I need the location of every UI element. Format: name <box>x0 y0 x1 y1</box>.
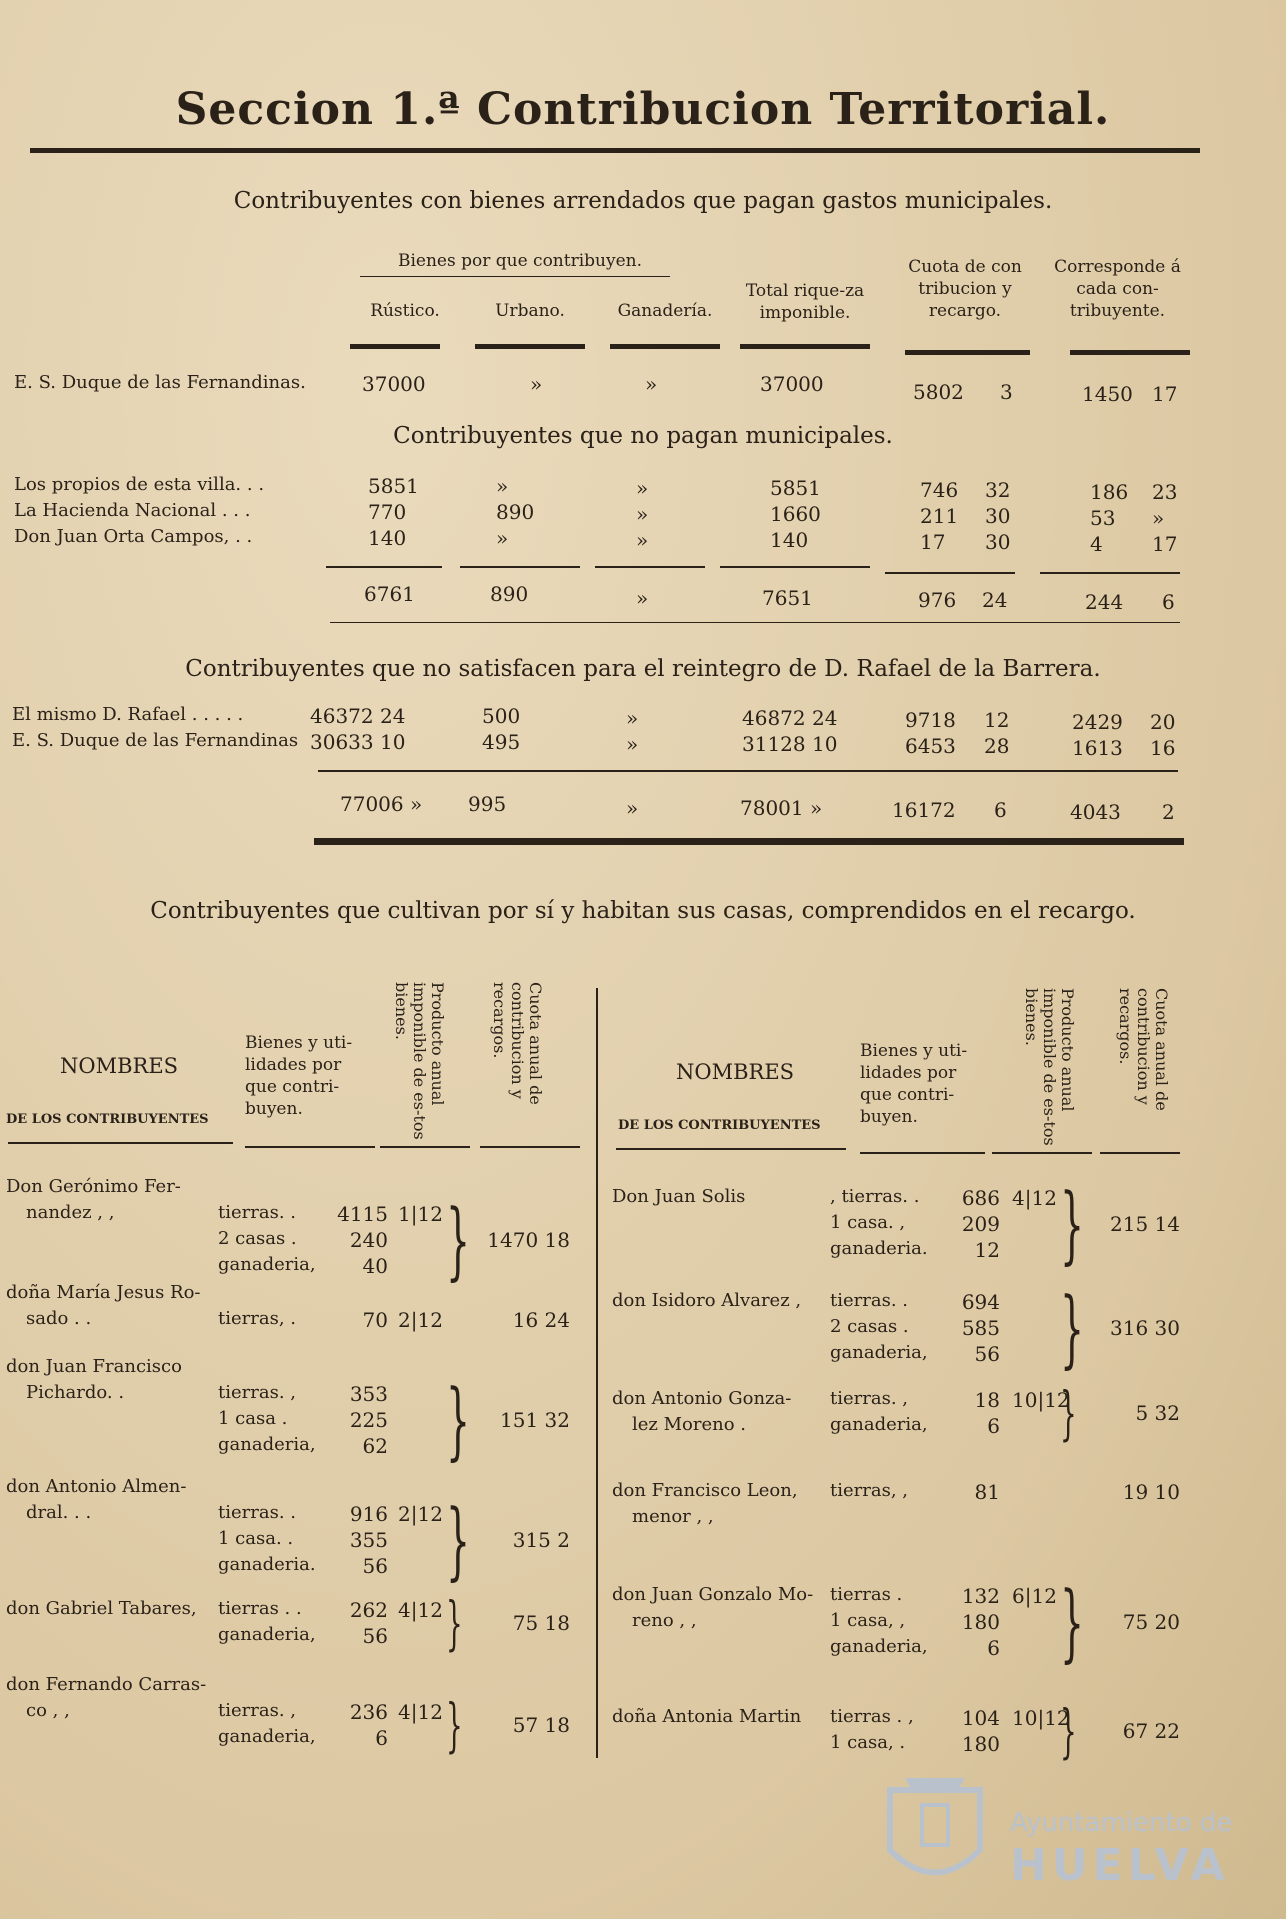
contributor-name: don Juan Gonzalo Mo- <box>612 1584 814 1605</box>
cuota-value: 1470 18 <box>487 1228 570 1252</box>
asset-label: tierras. , <box>218 1700 296 1721</box>
asset-label: , tierras. . <box>830 1186 920 1207</box>
fraction: 2|12 <box>398 1308 443 1332</box>
asset-value: 236 <box>349 1700 388 1724</box>
row-name: La Hacienda Nacional . . . <box>14 500 251 521</box>
cell-ganaderia: » <box>636 476 649 500</box>
s2-total-corr-c: 6 <box>1162 590 1175 614</box>
asset-value: 686 <box>961 1186 1000 1210</box>
sum-rule <box>885 572 1015 574</box>
asset-label: tierras. . <box>218 1202 296 1223</box>
asset-label: tierras, . <box>218 1308 296 1329</box>
asset-value: 6 <box>375 1726 388 1750</box>
col-rule <box>740 344 870 349</box>
cell-cuota: 746 <box>920 478 959 502</box>
cell-cuota-c: 30 <box>985 504 1011 528</box>
section2-heading: Contribuyentes que no pagan municipales. <box>393 423 893 449</box>
col-rustico: Rústico. <box>370 301 440 321</box>
asset-value: 40 <box>362 1254 388 1278</box>
cell-cuota-c: 30 <box>985 530 1011 554</box>
fraction: 6|12 <box>1012 1584 1057 1608</box>
asset-value: 104 <box>961 1706 1000 1730</box>
cell-corr-c: 23 <box>1152 480 1178 504</box>
contributor-name: don Fernando Carras- <box>6 1674 207 1695</box>
header-rule <box>616 1148 846 1150</box>
right-col-nombres-sub: DE LOS CONTRIBUYENTES <box>618 1118 821 1133</box>
asset-label: ganaderia, <box>830 1414 928 1435</box>
asset-label: tierras, , <box>830 1480 908 1501</box>
contributor-name: don Antonio Gonza- <box>612 1388 792 1409</box>
cuota-value: 75 20 <box>1122 1610 1180 1634</box>
left-col-producto: Producto anual imponible de es-tos bienes. <box>392 982 447 1140</box>
sum-rule <box>460 566 580 568</box>
cell-urbano: 500 <box>482 704 521 728</box>
asset-value: 12 <box>974 1238 1000 1262</box>
asset-label: 2 casas . <box>218 1228 297 1249</box>
cell-cuota-c: 28 <box>984 734 1010 758</box>
title-rule <box>30 148 1200 153</box>
left-col-bienes: Bienes y uti-lidades por que contri-buyen. <box>245 1033 353 1119</box>
cell-total: 140 <box>770 528 809 552</box>
asset-value: 240 <box>349 1228 388 1252</box>
col-total: Total rique-za imponible. <box>745 281 865 323</box>
asset-value: 694 <box>961 1290 1000 1314</box>
section-rule <box>330 622 1180 623</box>
section-rule <box>314 838 1184 845</box>
crest-icon <box>880 1760 990 1900</box>
asset-label: ganaderia, <box>218 1254 316 1275</box>
contributor-name: Don Juan Solis <box>612 1186 746 1207</box>
cell-urbano: » <box>496 526 509 550</box>
brace-icon: } <box>446 1191 471 1289</box>
cell-ganaderia: » <box>626 706 639 730</box>
asset-label: tierras. . <box>830 1290 908 1311</box>
col-rule <box>905 350 1030 355</box>
fraction: 10|12 <box>1012 1706 1070 1730</box>
cell-total: 1660 <box>770 502 821 526</box>
cell-cuota: 211 <box>920 504 959 528</box>
contributor-name: don Antonio Almen- <box>6 1476 187 1497</box>
asset-label: 1 casa . <box>218 1408 288 1429</box>
asset-value: 81 <box>974 1480 1000 1504</box>
contributor-name: Don Gerónimo Fer- <box>6 1176 181 1197</box>
cell-urbano: 890 <box>496 500 535 524</box>
s3-total-total: 78001 » <box>740 796 823 820</box>
brace-icon: } <box>1060 1573 1085 1671</box>
s2-total-corr: 244 <box>1085 590 1124 614</box>
asset-value: 180 <box>961 1732 1000 1756</box>
asset-label: ganaderia, <box>830 1636 928 1657</box>
cuota-value: 67 22 <box>1122 1719 1180 1743</box>
s3-total-corr: 4043 <box>1070 800 1121 824</box>
cell-corr-c: 16 <box>1150 736 1176 760</box>
brace-icon: } <box>446 1371 471 1469</box>
cell-urbano: » <box>496 474 509 498</box>
cell-corr: 53 <box>1090 506 1116 530</box>
asset-label: ganaderia, <box>218 1726 316 1747</box>
asset-value: 56 <box>362 1554 388 1578</box>
header-rule <box>1100 1152 1180 1154</box>
asset-value: 18 <box>974 1388 1000 1412</box>
cell-urbano: 495 <box>482 730 521 754</box>
contributor-name: doña Antonia Martin <box>612 1706 802 1727</box>
right-col-bienes: Bienes y uti-lidades por que contri-buyen. <box>860 1041 968 1127</box>
sum-rule <box>595 566 705 568</box>
asset-value: 353 <box>349 1382 388 1406</box>
section3-heading: Contribuyentes que no satisfacen para el reintegro de D. Rafael de la Barrera. <box>185 656 1101 682</box>
s2-total-total: 7651 <box>762 586 813 610</box>
cuota-value: 57 18 <box>512 1713 570 1737</box>
asset-value: 132 <box>961 1584 1000 1608</box>
contributor-name-cont: menor , , <box>632 1506 714 1527</box>
asset-label: tierras . , <box>830 1706 914 1727</box>
fraction: 1|12 <box>398 1202 443 1226</box>
asset-label: 1 casa, . <box>830 1732 906 1753</box>
header-rule <box>380 1146 470 1148</box>
contributor-name-cont: co , , <box>26 1700 70 1721</box>
cell-corr-c: » <box>1152 506 1165 530</box>
cell-corr: 1613 <box>1072 736 1123 760</box>
asset-label: tierras. , <box>830 1388 908 1409</box>
contributor-name: don Isidoro Alvarez , <box>612 1290 802 1311</box>
fraction: 4|12 <box>398 1700 443 1724</box>
col-urbano: Urbano. <box>495 301 565 321</box>
page-title: Seccion 1.ª Contribucion Territorial. <box>175 84 1111 135</box>
asset-value: 262 <box>349 1598 388 1622</box>
asset-value: 70 <box>362 1308 388 1332</box>
cell-total: 37000 <box>760 372 824 396</box>
left-col-cuota: Cuota anual de contribucion y recargos. <box>490 982 545 1105</box>
cell-rustico: 37000 <box>362 372 426 396</box>
asset-value: 355 <box>349 1528 388 1552</box>
s3-total-ganaderia: » <box>626 796 639 820</box>
s3-total-cuota-c: 6 <box>994 798 1007 822</box>
cell-cuota: 6453 <box>905 734 956 758</box>
cuota-value: 5 32 <box>1135 1401 1180 1425</box>
asset-label: 1 casa. , <box>830 1212 906 1233</box>
col-corresponde: Corresponde á cada con-tribuyente. <box>1054 257 1181 321</box>
brace-icon: } <box>1060 1279 1085 1377</box>
cell-cuota-c: 32 <box>985 478 1011 502</box>
col-cuota: Cuota de con tribucion y recargo. <box>908 257 1022 321</box>
cuota-value: 215 14 <box>1110 1212 1180 1236</box>
cell-cuota-c: 12 <box>984 708 1010 732</box>
asset-value: 56 <box>974 1342 1000 1366</box>
contributor-name-cont: nandez , , <box>26 1202 115 1223</box>
brace-icon: } <box>1060 1697 1077 1765</box>
cell-corr-c: 17 <box>1152 532 1178 556</box>
header-rule <box>992 1152 1092 1154</box>
s3-total-corr-c: 2 <box>1162 800 1175 824</box>
cuota-value: 75 18 <box>512 1611 570 1635</box>
cell-ganaderia: » <box>636 502 649 526</box>
s3-total-cuota: 16172 <box>892 798 956 822</box>
s3-total-urbano: 995 <box>468 792 507 816</box>
asset-value: 209 <box>961 1212 1000 1236</box>
sum-rule <box>318 770 1178 772</box>
fraction: 4|12 <box>398 1598 443 1622</box>
contributor-name: don Gabriel Tabares, <box>6 1598 197 1619</box>
s3-total-rustico: 77006 » <box>340 792 423 816</box>
asset-label: 1 casa. . <box>218 1528 294 1549</box>
watermark-line2: HUELVA <box>1010 1840 1230 1891</box>
row-name: Los propios de esta villa. . . <box>14 474 265 495</box>
contributor-name: doña María Jesus Ro- <box>6 1282 201 1303</box>
group-rule <box>360 276 670 277</box>
cuota-value: 19 10 <box>1122 1480 1180 1504</box>
asset-label: ganaderia, <box>830 1342 928 1363</box>
contributor-name-cont: sado . . <box>26 1308 92 1329</box>
sum-rule <box>720 566 870 568</box>
bienes-group-header: Bienes por que contribuyen. <box>397 251 643 271</box>
asset-value: 225 <box>349 1408 388 1432</box>
asset-label: tierras . . <box>218 1598 302 1619</box>
cell-corr: 1450 <box>1082 382 1133 406</box>
row-name: E. S. Duque de las Fernandinas <box>12 730 299 751</box>
column-divider <box>596 988 598 1758</box>
cell-corr: 186 <box>1090 480 1129 504</box>
cuota-value: 315 2 <box>512 1528 570 1552</box>
contributor-name: don Juan Francisco <box>6 1356 182 1377</box>
cuota-value: 316 30 <box>1110 1316 1180 1340</box>
asset-label: ganaderia. <box>218 1554 316 1575</box>
cell-total: 5851 <box>770 476 821 500</box>
s2-total-cuota-c: 24 <box>982 588 1008 612</box>
s2-total-urbano: 890 <box>490 582 529 606</box>
fraction: 4|12 <box>1012 1186 1057 1210</box>
asset-value: 6 <box>987 1414 1000 1438</box>
brace-icon: } <box>446 1691 463 1759</box>
cell-corr-c: 20 <box>1150 710 1176 734</box>
contributor-name-cont: reno , , <box>632 1610 697 1631</box>
asset-label: 2 casas . <box>830 1316 909 1337</box>
asset-label: 1 casa, , <box>830 1610 906 1631</box>
asset-label: tierras. . <box>218 1502 296 1523</box>
cell-cuota: 5802 <box>913 380 964 404</box>
contributor-name-cont: dral. . . <box>26 1502 92 1523</box>
cell-urbano: » <box>530 372 543 396</box>
header-rule <box>8 1142 233 1144</box>
left-col-nombres-sub: DE LOS CONTRIBUYENTES <box>6 1112 209 1127</box>
col-rule <box>475 344 585 349</box>
fraction: 10|12 <box>1012 1388 1070 1412</box>
asset-value: 585 <box>961 1316 1000 1340</box>
cell-corr: 2429 <box>1072 710 1123 734</box>
brace-icon: } <box>446 1491 471 1589</box>
cell-cuota: 17 <box>920 530 946 554</box>
row-name: Don Juan Orta Campos, . . <box>14 526 253 547</box>
cell-rustico: 770 <box>368 500 407 524</box>
asset-value: 916 <box>349 1502 388 1526</box>
right-col-nombres: NOMBRES <box>676 1060 795 1084</box>
brace-icon: } <box>1060 1379 1077 1447</box>
brace-icon: } <box>446 1589 463 1657</box>
cell-rustico: 140 <box>368 526 407 550</box>
col-rule <box>1070 350 1190 355</box>
cell-rustico: 30633 10 <box>310 730 406 754</box>
right-col-producto: Producto anual imponible de es-tos bienes. <box>1022 988 1077 1146</box>
cell-total: 31128 10 <box>742 732 838 756</box>
col-rule <box>610 344 720 349</box>
left-col-nombres: NOMBRES <box>60 1054 179 1078</box>
header-rule <box>480 1146 580 1148</box>
cell-corr-c: 17 <box>1152 382 1178 406</box>
watermark-line1: Ayuntamiento de <box>1010 1808 1233 1838</box>
s2-total-ganaderia: » <box>636 586 649 610</box>
asset-value: 56 <box>362 1624 388 1648</box>
cell-rustico: 46372 24 <box>310 704 406 728</box>
asset-label: tierras . <box>830 1584 903 1605</box>
cell-corr: 4 <box>1090 532 1103 556</box>
cuota-value: 151 32 <box>500 1408 570 1432</box>
asset-label: tierras. , <box>218 1382 296 1403</box>
asset-label: ganaderia, <box>218 1624 316 1645</box>
sum-rule <box>1040 572 1180 574</box>
cell-cuota-c: 3 <box>1000 380 1013 404</box>
sum-rule <box>326 566 442 568</box>
asset-value: 62 <box>362 1434 388 1458</box>
section4-heading: Contribuyentes que cultivan por sí y habitan sus casas, comprendidos en el recargo. <box>150 898 1136 924</box>
section1-heading: Contribuyentes con bienes arrendados que pagan gastos municipales. <box>233 188 1053 214</box>
cell-ganaderia: » <box>645 372 658 396</box>
cuota-value: 16 24 <box>512 1308 570 1332</box>
s2-total-cuota: 976 <box>918 588 957 612</box>
contributor-name-cont: lez Moreno . <box>632 1414 747 1435</box>
cell-cuota: 9718 <box>905 708 956 732</box>
asset-label: ganaderia. <box>830 1238 928 1259</box>
brace-icon: } <box>1060 1175 1085 1273</box>
asset-label: ganaderia, <box>218 1434 316 1455</box>
header-rule <box>860 1152 985 1154</box>
s2-total-rustico: 6761 <box>364 582 415 606</box>
cell-total: 46872 24 <box>742 706 838 730</box>
asset-value: 180 <box>961 1610 1000 1634</box>
asset-value: 6 <box>987 1636 1000 1660</box>
fraction: 2|12 <box>398 1502 443 1526</box>
header-rule <box>245 1146 375 1148</box>
col-ganaderia: Ganadería. <box>617 301 713 321</box>
contributor-name-cont: Pichardo. . <box>26 1382 125 1403</box>
row-name: E. S. Duque de las Fernandinas. <box>14 372 306 393</box>
right-col-cuota: Cuota anual de contribucion y recargos. <box>1116 988 1171 1111</box>
row-name: El mismo D. Rafael . . . . . <box>12 704 244 725</box>
col-rule <box>350 344 440 349</box>
asset-value: 4115 <box>337 1202 388 1226</box>
contributor-name: don Francisco Leon, <box>612 1480 798 1501</box>
cell-rustico: 5851 <box>368 474 419 498</box>
cell-ganaderia: » <box>636 528 649 552</box>
cell-ganaderia: » <box>626 732 639 756</box>
